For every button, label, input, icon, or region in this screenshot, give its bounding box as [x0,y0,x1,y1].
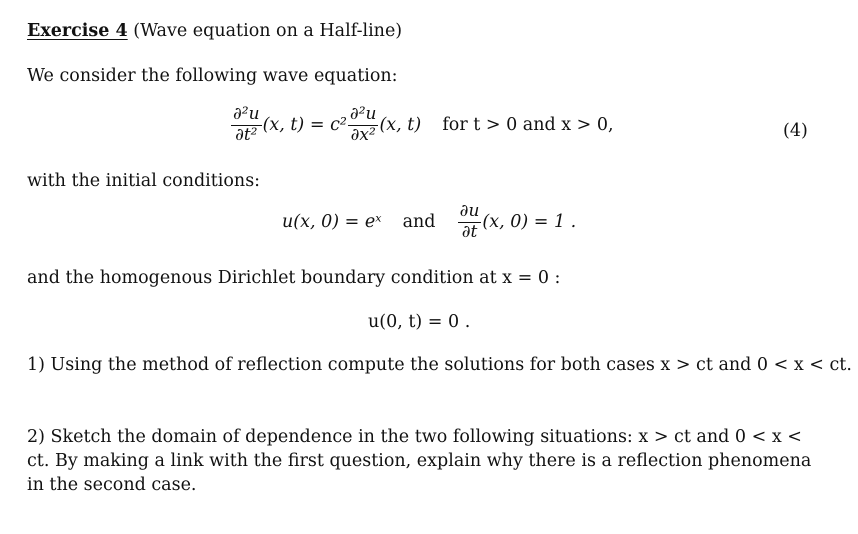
initial-conditions-intro: with the initial conditions: [27,171,261,191]
initial-conditions [282,203,576,242]
time-derivative: $\frac{\partial u}{\partial t}$ [459,201,480,242]
initial-velocity: (x, 0) = 1 . [482,211,577,232]
second-time-derivative: $\frac{\text{∂²u}}{\text{∂t²}}$ [233,104,260,145]
args-xt-2: (x, t) [379,114,422,135]
second-space-derivative: $\frac{\text{∂²u}}{\text{∂x²}}$ [349,104,377,145]
question-2-text: 2) Sketch the domain of dependence in the two following situations: x > ct and 0 < x < ct. By making a link with the first question, explain why there is a reflection phenomena in the second case. [27,427,812,495]
intro-text: We consider the following wave equation: [27,66,398,86]
wave-equation [230,106,614,145]
initial-displacement: u(x, 0) = eˣ [282,211,382,232]
domain-condition: for t > 0 and x > 0, [442,114,614,135]
equals-sign: = [309,114,325,135]
c-squared: c² [330,114,347,135]
exercise-title [27,21,402,41]
and-word: and [402,211,436,232]
boundary-intro: and the homogenous Dirichlet boundary condition at x = 0 : [27,268,561,288]
equation-number: (4) [783,121,808,141]
boundary-condition: u(0, t) = 0 . [368,312,471,332]
question-1: 1) Using the method of reflection compute the solutions for both cases x > ct and 0 < x < ct. [27,355,852,375]
args-xt: (x, t) [262,114,305,135]
question-2 [27,425,817,497]
exercise-label: Exercise 4 [27,21,128,41]
exercise-subtitle: (Wave equation on a Half-line) [133,21,403,41]
